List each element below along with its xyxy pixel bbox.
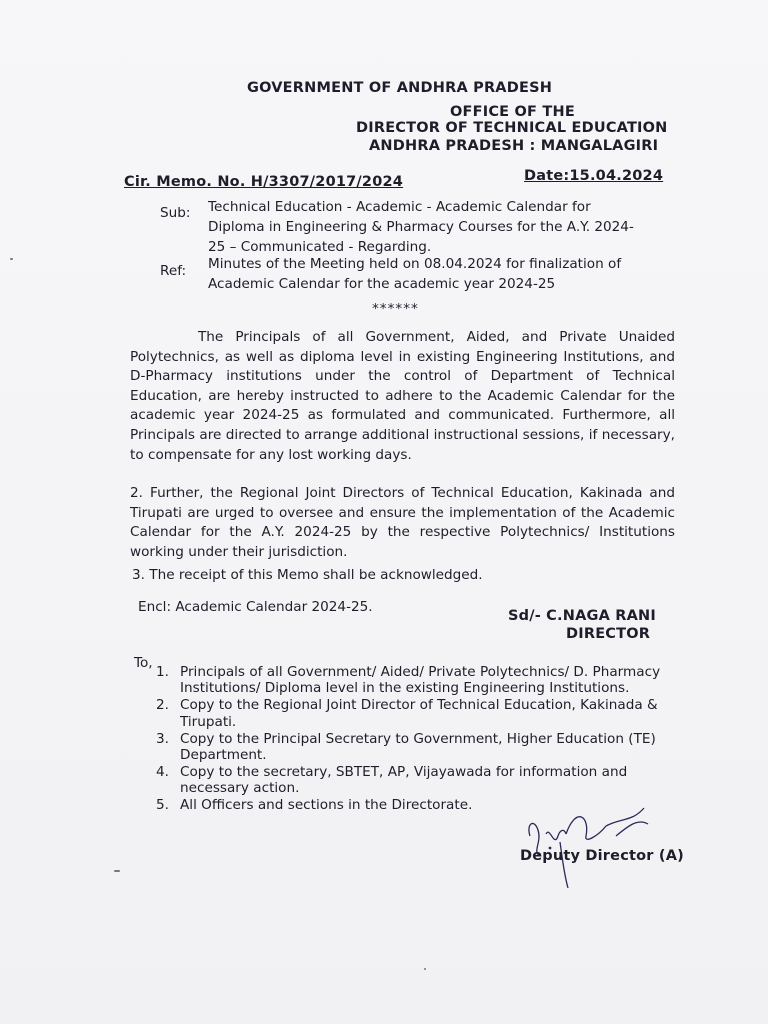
recipient-item bbox=[156, 731, 676, 764]
government-heading: GOVERNMENT OF ANDHRA PRADESH bbox=[247, 80, 553, 96]
paragraph-1 bbox=[130, 328, 675, 465]
deputy-director: Deputy Director (A) bbox=[520, 848, 684, 864]
subject-line1: Technical Education - Academic - Academic Calendar for bbox=[208, 199, 591, 215]
recipient-number: 2. bbox=[156, 697, 169, 714]
memo-date: Date:15.04.2024 bbox=[524, 168, 664, 184]
signatory-designation: DIRECTOR bbox=[566, 626, 651, 642]
scan-speck bbox=[114, 870, 120, 872]
paragraph-2-text: 2. Further, the Regional Joint Directors of Technical Education, Kakinada and Tirupati are urged to oversee and ensure the implementation of the Academic Calendar for the A.Y. 2024-25 by the respective Polytechnics/ Institutions working under their jurisdiction. bbox=[130, 485, 675, 560]
enclosure: Encl: Academic Calendar 2024-25. bbox=[138, 599, 373, 615]
paragraph-3: 3. The receipt of this Memo shall be acknowledged. bbox=[132, 567, 483, 583]
office-heading-line2: DIRECTOR OF TECHNICAL EDUCATION bbox=[356, 120, 668, 136]
recipient-text: Copy to the Regional Joint Director of Technical Education, Kakinada & Tirupati. bbox=[180, 697, 658, 730]
subject-line2: Diploma in Engineering & Pharmacy Courses for the A.Y. 2024- bbox=[208, 219, 634, 235]
reference-line1: Minutes of the Meeting held on 08.04.2024 for finalization of bbox=[208, 256, 622, 272]
recipient-item bbox=[156, 664, 676, 697]
paragraph-1-text: The Principals of all Government, Aided, and Private Unaided Polytechnics, as well as diploma level in existing Engineering Institutions, and D-Pharmacy institutions under the control of Department of Technical Education, are hereby instructed to adhere to the Academic Calendar for the academic year 2024-25 as formulated and communicated. Furthermore, all Principals are directed to arrange additional instructional sessions, if necessary, to compensate for any lost working days. bbox=[130, 329, 675, 463]
subject-line3: 25 – Communicated - Regarding. bbox=[208, 239, 432, 255]
recipient-text: Copy to the Principal Secretary to Government, Higher Education (TE) Department. bbox=[180, 730, 656, 764]
recipient-text: Principals of all Government/ Aided/ Private Polytechnics/ D. Pharmacy Institutions/ Diploma level in the existing Engineering Institutions. bbox=[180, 664, 661, 697]
reference-line2: Academic Calendar for the academic year 2024-25 bbox=[208, 276, 556, 292]
paragraph-2 bbox=[130, 484, 675, 562]
scan-speck bbox=[10, 258, 13, 260]
signatory-name: Sd/- C.NAGA RANI bbox=[508, 608, 656, 624]
recipient-number: 3. bbox=[156, 730, 169, 747]
recipient-list bbox=[156, 664, 676, 814]
recipient-number: 5. bbox=[156, 797, 169, 814]
recipient-text: All Officers and sections in the Directorate. bbox=[180, 797, 473, 814]
signature-mark bbox=[520, 796, 670, 896]
recipient-number: 1. bbox=[156, 664, 169, 680]
recipient-text: Copy to the secretary, SBTET, AP, Vijayawada for information and necessary action. bbox=[180, 763, 628, 797]
separator: ****** bbox=[372, 301, 419, 317]
recipient-item bbox=[156, 764, 676, 797]
office-heading-line1: OFFICE OF THE bbox=[450, 104, 575, 120]
recipient-item bbox=[156, 697, 676, 730]
to-label: To, bbox=[134, 655, 153, 671]
office-heading-line3: ANDHRA PRADESH : MANGALAGIRI bbox=[369, 138, 659, 154]
memo-number: Cir. Memo. No. H/3307/2017/2024 bbox=[124, 174, 404, 190]
scan-speck bbox=[424, 968, 426, 970]
subject-label: Sub: bbox=[160, 205, 191, 221]
reference-label: Ref: bbox=[160, 263, 187, 279]
recipient-number: 4. bbox=[156, 763, 169, 780]
